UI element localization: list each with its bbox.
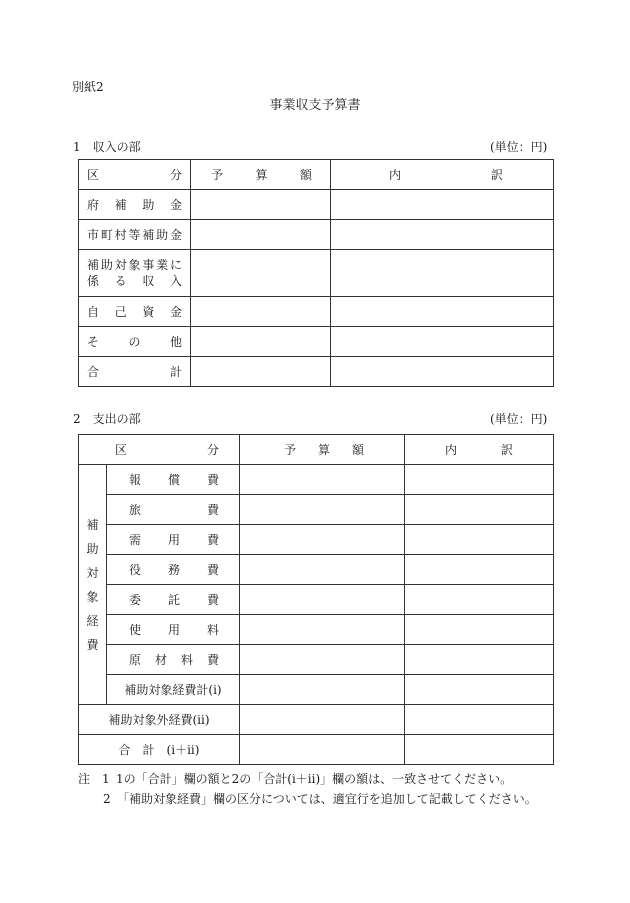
revenue-label: 自 己 資 金	[79, 297, 191, 327]
revenue-table	[78, 159, 554, 387]
revenue-budget-cell[interactable]	[191, 357, 331, 387]
expenditure-header-category: 区 分	[79, 435, 240, 465]
revenue-label: そ の 他	[79, 327, 191, 357]
revenue-breakdown-cell[interactable]	[331, 220, 554, 250]
revenue-budget-cell[interactable]	[191, 190, 331, 220]
expense-budget-cell[interactable]	[240, 645, 405, 675]
revenue-label: 補 助 対 象 事 業 に 係 る 収 入	[79, 250, 191, 297]
expense-budget-cell[interactable]	[240, 585, 405, 615]
revenue-section-title: 1 収入の部	[73, 140, 141, 154]
expense-budget-cell[interactable]	[240, 525, 405, 555]
revenue-unit: (単位：円)	[490, 140, 548, 154]
note-1	[78, 772, 512, 786]
expense-breakdown-cell[interactable]	[405, 645, 554, 675]
expense-item-label: 役 務 費	[107, 555, 240, 585]
expense-breakdown-cell[interactable]	[405, 465, 554, 495]
revenue-row-other	[79, 327, 554, 357]
expenditure-header-budget: 予 算 額	[240, 435, 405, 465]
expenditure-row-consignment	[79, 585, 554, 615]
note-2-prefix: 2	[103, 792, 111, 806]
expenditure-row-services	[79, 555, 554, 585]
expense-breakdown-cell[interactable]	[405, 525, 554, 555]
expense-breakdown-cell[interactable]	[405, 705, 554, 735]
revenue-label: 府 補 助 金	[79, 190, 191, 220]
eligible-subtotal-label: 補助対象経費計(i)	[107, 675, 240, 705]
expense-breakdown-cell[interactable]	[405, 615, 554, 645]
revenue-breakdown-cell[interactable]	[331, 357, 554, 387]
revenue-budget-cell[interactable]	[191, 327, 331, 357]
expenditure-row-materials	[79, 645, 554, 675]
expense-item-label: 需 用 費	[107, 525, 240, 555]
expenditure-total-label: 合 計 (i＋ii)	[79, 735, 240, 765]
document-label: 別紙2	[72, 80, 104, 94]
expenditure-header-breakdown: 内 訳	[405, 435, 554, 465]
revenue-breakdown-cell[interactable]	[331, 297, 554, 327]
expense-budget-cell[interactable]	[240, 555, 405, 585]
revenue-header-category: 区 分	[79, 160, 191, 190]
expenditure-row-travel	[79, 495, 554, 525]
expenditure-section-title: 2 支出の部	[73, 412, 141, 426]
revenue-row-prefectural-subsidy	[79, 190, 554, 220]
expense-item-label: 委 託 費	[107, 585, 240, 615]
expenditure-row-remuneration	[79, 465, 554, 495]
expenditure-row-subtotal-i	[79, 675, 554, 705]
revenue-header-budget: 予 算 額	[191, 160, 331, 190]
revenue-budget-cell[interactable]	[191, 297, 331, 327]
expenditure-row-total	[79, 735, 554, 765]
expenditure-row-usage-fee	[79, 615, 554, 645]
expense-item-label: 報 償 費	[107, 465, 240, 495]
revenue-row-project-income	[79, 250, 554, 297]
document-title: 事業収支予算書	[269, 98, 361, 113]
non-eligible-label: 補助対象外経費(ii)	[79, 705, 240, 735]
revenue-breakdown-cell[interactable]	[331, 250, 554, 297]
expense-breakdown-cell[interactable]	[405, 735, 554, 765]
expense-budget-cell[interactable]	[240, 495, 405, 525]
expenditure-table	[78, 434, 554, 765]
expenditure-header-row	[79, 435, 554, 465]
note-2-text: 「補助対象経費」欄の区分については、適宜行を追加して記載してください。	[117, 792, 537, 806]
revenue-breakdown-cell[interactable]	[331, 327, 554, 357]
expenditure-unit: (単位：円)	[490, 412, 548, 426]
expense-breakdown-cell[interactable]	[405, 675, 554, 705]
revenue-label: 市 町 村 等 補 助 金	[79, 220, 191, 250]
expense-budget-cell[interactable]	[240, 615, 405, 645]
revenue-header-breakdown: 内 訳	[331, 160, 554, 190]
expense-item-label: 使 用 料	[107, 615, 240, 645]
expenditure-row-non-eligible-ii	[79, 705, 554, 735]
revenue-budget-cell[interactable]	[191, 250, 331, 297]
expense-breakdown-cell[interactable]	[405, 555, 554, 585]
eligible-expenses-group-label: 補 助 対 象 経 費	[79, 465, 107, 705]
expense-item-label: 旅 費	[107, 495, 240, 525]
revenue-label: 合 計	[79, 357, 191, 387]
note-1-text: 1の「合計」欄の額と2の「合計(i＋ii)」欄の額は、一致させてください。	[116, 772, 513, 786]
revenue-row-total	[79, 357, 554, 387]
expense-breakdown-cell[interactable]	[405, 495, 554, 525]
revenue-row-municipal-subsidy	[79, 220, 554, 250]
revenue-budget-cell[interactable]	[191, 220, 331, 250]
expense-budget-cell[interactable]	[240, 465, 405, 495]
expense-budget-cell[interactable]	[240, 675, 405, 705]
revenue-row-own-funds	[79, 297, 554, 327]
expenditure-row-supplies	[79, 525, 554, 555]
note-1-prefix: 注 1	[78, 772, 110, 786]
revenue-header-row	[79, 160, 554, 190]
expense-breakdown-cell[interactable]	[405, 585, 554, 615]
expense-budget-cell[interactable]	[240, 705, 405, 735]
note-2	[103, 792, 537, 806]
expense-budget-cell[interactable]	[240, 735, 405, 765]
revenue-breakdown-cell[interactable]	[331, 190, 554, 220]
expense-item-label: 原 材 料 費	[107, 645, 240, 675]
